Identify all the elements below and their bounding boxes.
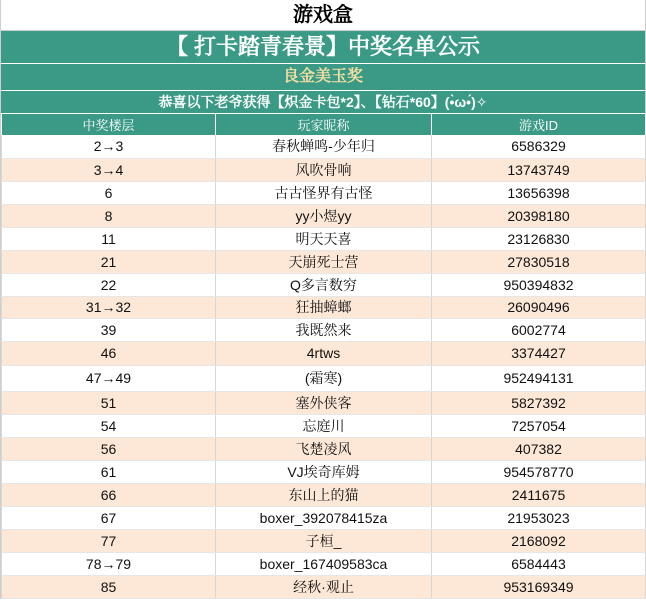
table-header-row xyxy=(2,114,646,135)
reward-description: 恭喜以下老爷获得【炽金卡包*2】、【钻石*60】(•̀ω•́)✧ xyxy=(1,91,645,114)
nickname-cell: boxer_392078415za xyxy=(216,506,432,529)
table-row xyxy=(2,273,646,296)
table-row xyxy=(2,158,646,181)
game-id-cell: 20398180 xyxy=(432,204,646,227)
game-id-cell: 953169349 xyxy=(432,575,646,598)
floor-cell: 2→3 xyxy=(2,135,216,158)
floor-cell: 8 xyxy=(2,204,216,227)
floor-cell: 51 xyxy=(2,391,216,414)
nickname-cell: 我既然来 xyxy=(216,318,432,341)
table-row xyxy=(2,204,646,227)
header-game-id: 游戏ID xyxy=(432,114,646,135)
nickname-cell: 风吹骨响 xyxy=(216,158,432,181)
nickname-cell: 子桓_ xyxy=(216,529,432,552)
table-row xyxy=(2,391,646,414)
table-row xyxy=(2,437,646,460)
floor-cell: 31→32 xyxy=(2,296,216,318)
game-id-cell: 954578770 xyxy=(432,460,646,483)
floor-cell: 85 xyxy=(2,575,216,598)
nickname-cell: boxer_167409583ca xyxy=(216,552,432,575)
game-id-cell: 6584443 xyxy=(432,552,646,575)
nickname-cell: 天崩死士营 xyxy=(216,250,432,273)
nickname-cell: (霜寒) xyxy=(216,365,432,391)
table-row xyxy=(2,552,646,575)
floor-cell: 6 xyxy=(2,181,216,204)
nickname-cell: 飞楚凌风 xyxy=(216,437,432,460)
game-id-cell: 21953023 xyxy=(432,506,646,529)
floor-cell: 56 xyxy=(2,437,216,460)
floor-cell: 11 xyxy=(2,227,216,250)
floor-cell: 46 xyxy=(2,341,216,365)
table-row xyxy=(2,227,646,250)
game-id-cell: 2411675 xyxy=(432,483,646,506)
floor-cell: 21 xyxy=(2,250,216,273)
floor-cell: 61 xyxy=(2,460,216,483)
floor-cell: 78→79 xyxy=(2,552,216,575)
floor-cell: 54 xyxy=(2,414,216,437)
table-row xyxy=(2,296,646,318)
nickname-cell: 东山上的猫 xyxy=(216,483,432,506)
nickname-cell: 古古怪界有古怪 xyxy=(216,181,432,204)
winners-table xyxy=(1,114,646,599)
nickname-cell: yy小煜yy xyxy=(216,204,432,227)
nickname-cell: 春秋蝉鸣-少年归 xyxy=(216,135,432,158)
table-row xyxy=(2,483,646,506)
game-id-cell: 407382 xyxy=(432,437,646,460)
game-id-cell: 5827392 xyxy=(432,391,646,414)
game-id-cell: 6586329 xyxy=(432,135,646,158)
game-id-cell: 13656398 xyxy=(432,181,646,204)
nickname-cell: 经秋·观止 xyxy=(216,575,432,598)
nickname-cell: 忘庭川 xyxy=(216,414,432,437)
nickname-cell: Q多言数穷 xyxy=(216,273,432,296)
game-id-cell: 3374427 xyxy=(432,341,646,365)
header-nickname: 玩家昵称 xyxy=(216,114,432,135)
table-row xyxy=(2,529,646,552)
game-id-cell: 6002774 xyxy=(432,318,646,341)
game-id-cell: 23126830 xyxy=(432,227,646,250)
game-id-cell: 950394832 xyxy=(432,273,646,296)
table-row xyxy=(2,341,646,365)
announcement-banner: 【 打卡踏青春景】中奖名单公示 xyxy=(1,31,645,64)
game-id-cell: 7257054 xyxy=(432,414,646,437)
game-id-cell: 2168092 xyxy=(432,529,646,552)
table-row xyxy=(2,414,646,437)
nickname-cell: VJ埃奇库姆 xyxy=(216,460,432,483)
game-id-cell: 13743749 xyxy=(432,158,646,181)
floor-cell: 3→4 xyxy=(2,158,216,181)
table-row xyxy=(2,575,646,598)
table-row xyxy=(2,460,646,483)
table-row xyxy=(2,181,646,204)
nickname-cell: 明天天喜 xyxy=(216,227,432,250)
floor-cell: 22 xyxy=(2,273,216,296)
table-row xyxy=(2,365,646,391)
sheet-title: 游戏盒 xyxy=(1,0,645,31)
table-row xyxy=(2,135,646,158)
prize-name: 良金美玉奖 xyxy=(1,64,645,91)
floor-cell: 77 xyxy=(2,529,216,552)
game-id-cell: 26090496 xyxy=(432,296,646,318)
table-row xyxy=(2,250,646,273)
header-floor: 中奖楼层 xyxy=(2,114,216,135)
game-id-cell: 27830518 xyxy=(432,250,646,273)
floor-cell: 39 xyxy=(2,318,216,341)
table-row xyxy=(2,506,646,529)
floor-cell: 66 xyxy=(2,483,216,506)
game-id-cell: 952494131 xyxy=(432,365,646,391)
nickname-cell: 4rtws xyxy=(216,341,432,365)
floor-cell: 67 xyxy=(2,506,216,529)
floor-cell: 47→49 xyxy=(2,365,216,391)
table-row xyxy=(2,318,646,341)
nickname-cell: 狂抽蟑螂 xyxy=(216,296,432,318)
nickname-cell: 塞外侠客 xyxy=(216,391,432,414)
